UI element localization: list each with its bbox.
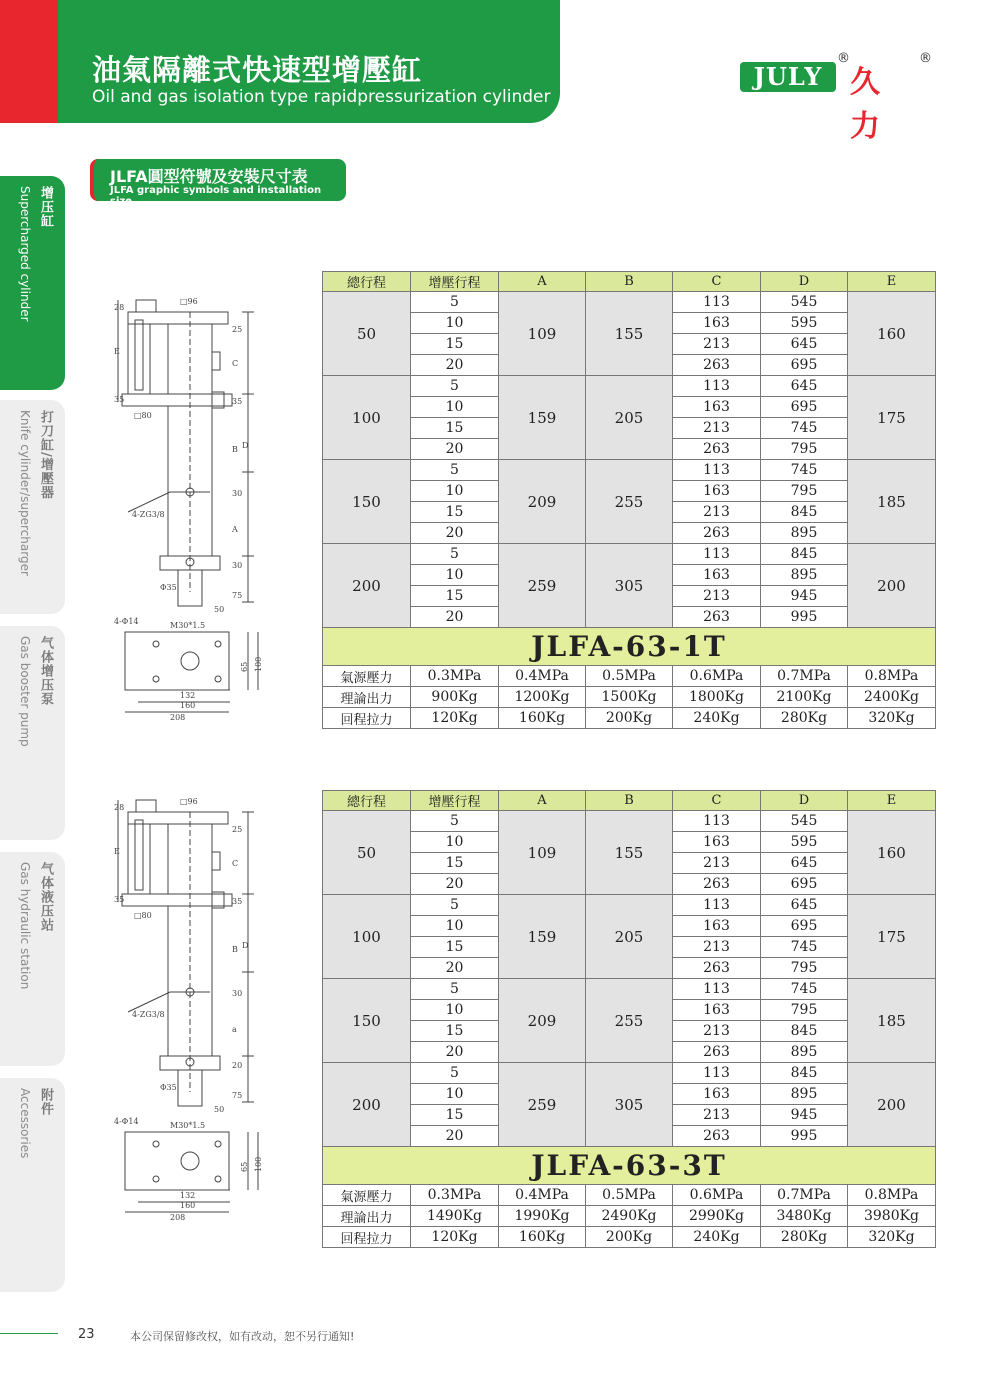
cell-d: 945: [761, 586, 848, 607]
cell-b: 255: [586, 460, 673, 544]
tab-label-cn: 气体液压站: [38, 862, 53, 932]
col-header-c: C: [673, 791, 761, 811]
cell-boost-stroke: 20: [411, 1126, 499, 1147]
perf-row-pressure: [323, 666, 936, 687]
col-header-d: D: [761, 791, 848, 811]
cell-d: 895: [761, 1042, 848, 1063]
tab-label-cn: 增压缸: [38, 186, 53, 228]
cell-boost-stroke: 20: [411, 607, 499, 628]
cell-b: 305: [586, 1063, 673, 1147]
col-header-b: B: [586, 272, 673, 292]
model-title: JLFA-63-1T: [323, 628, 936, 666]
perf-cell: 0.7MPa: [761, 1185, 848, 1206]
table-row: [323, 460, 936, 481]
cell-boost-stroke: 15: [411, 1021, 499, 1042]
page-title: 油氣隔離式快速型增壓缸: [92, 53, 423, 87]
dim-label: 25: [232, 825, 243, 834]
cell-d: 995: [761, 607, 848, 628]
cell-b: 205: [586, 895, 673, 979]
cell-boost-stroke: 10: [411, 565, 499, 586]
col-header-a: A: [499, 272, 586, 292]
spec-table-3t: [322, 790, 936, 1248]
cell-boost-stroke: 5: [411, 292, 499, 313]
cell-d: 645: [761, 853, 848, 874]
cell-d: 995: [761, 1126, 848, 1147]
cell-c: 263: [673, 1042, 761, 1063]
table-row: [323, 292, 936, 313]
col-header-total-stroke: 總行程: [323, 272, 411, 292]
cell-boost-stroke: 5: [411, 979, 499, 1000]
sidebar-tab-gas-hydraulic-station[interactable]: [0, 852, 65, 1066]
perf-cell: 0.5MPa: [586, 666, 673, 687]
logo-chinese: 久力: [850, 65, 883, 144]
dim-label: Φ35: [160, 583, 177, 592]
section-subtitle: JLFA graphic symbols and installation size: [110, 185, 322, 207]
perf-cell: 200Kg: [586, 1227, 673, 1248]
perf-cell: 280Kg: [761, 708, 848, 729]
cell-a: 259: [499, 1063, 586, 1147]
perf-cell: 160Kg: [499, 1227, 586, 1248]
cell-c: 163: [673, 313, 761, 334]
cell-boost-stroke: 5: [411, 895, 499, 916]
cell-d: 795: [761, 1000, 848, 1021]
tab-label-cn: 气体增压泵: [38, 636, 53, 706]
dim-label: C: [232, 859, 239, 868]
cell-boost-stroke: 10: [411, 832, 499, 853]
cell-c: 113: [673, 811, 761, 832]
spec-table-1t: [322, 271, 936, 729]
cell-b: 305: [586, 544, 673, 628]
cell-c: 213: [673, 418, 761, 439]
perf-cell: 1800Kg: [673, 687, 761, 708]
page-subtitle: Oil and gas isolation type rapidpressurization cylinder: [92, 87, 551, 107]
perf-label: 氣源壓力: [323, 666, 411, 687]
cell-c: 113: [673, 544, 761, 565]
col-header-boost-stroke: 增壓行程: [411, 272, 499, 292]
cell-b: 255: [586, 979, 673, 1063]
cell-c: 213: [673, 853, 761, 874]
dim-label: 75: [232, 591, 243, 600]
cell-boost-stroke: 5: [411, 811, 499, 832]
dim-label: □80: [134, 411, 152, 420]
cell-c: 163: [673, 397, 761, 418]
cell-c: 263: [673, 439, 761, 460]
dim-label: 28: [114, 803, 125, 812]
dim-label: 208: [170, 1213, 186, 1222]
tab-label-cn: 打刀缸/增壓器: [38, 410, 53, 500]
cell-d: 695: [761, 355, 848, 376]
perf-row-return: [323, 1227, 936, 1248]
cell-a: 109: [499, 811, 586, 895]
cell-total-stroke: 150: [323, 979, 411, 1063]
col-header-c: C: [673, 272, 761, 292]
dim-label: 30: [232, 989, 243, 998]
cell-total-stroke: 200: [323, 1063, 411, 1147]
page-number: 23: [78, 1327, 95, 1342]
perf-cell: 1990Kg: [499, 1206, 586, 1227]
sidebar-tab-knife-cylinder[interactable]: [0, 400, 65, 614]
dim-label: a: [232, 1025, 237, 1034]
perf-cell: 120Kg: [411, 1227, 499, 1248]
perf-label: 回程拉力: [323, 708, 411, 729]
perf-cell: 240Kg: [673, 708, 761, 729]
perf-cell: 0.6MPa: [673, 1185, 761, 1206]
perf-cell: 1490Kg: [411, 1206, 499, 1227]
perf-label: 理論出力: [323, 1206, 411, 1227]
cylinder-drawing: [108, 792, 278, 1222]
perf-cell: 0.3MPa: [411, 666, 499, 687]
cell-c: 213: [673, 1021, 761, 1042]
table-row: [323, 1063, 936, 1084]
cell-e: 185: [848, 460, 936, 544]
cell-d: 645: [761, 895, 848, 916]
cell-d: 695: [761, 874, 848, 895]
cell-boost-stroke: 15: [411, 334, 499, 355]
perf-cell: 120Kg: [411, 708, 499, 729]
cell-c: 213: [673, 502, 761, 523]
cell-c: 263: [673, 1126, 761, 1147]
cell-e: 185: [848, 979, 936, 1063]
cell-d: 745: [761, 460, 848, 481]
dim-label: 35: [114, 895, 125, 904]
cell-c: 163: [673, 832, 761, 853]
dim-label: B: [232, 945, 238, 954]
perf-cell: 0.4MPa: [499, 1185, 586, 1206]
cell-boost-stroke: 5: [411, 544, 499, 565]
cell-d: 895: [761, 523, 848, 544]
perf-cell: 0.8MPa: [848, 1185, 936, 1206]
perf-row-output: [323, 1206, 936, 1227]
cell-boost-stroke: 15: [411, 502, 499, 523]
cell-d: 545: [761, 292, 848, 313]
tab-label-en: Gas hydraulic station: [18, 862, 32, 990]
model-title-row: [323, 628, 936, 666]
col-header-a: A: [499, 791, 586, 811]
dim-label: D: [242, 941, 249, 950]
sidebar-tab-accessories[interactable]: [0, 1078, 65, 1292]
cell-a: 159: [499, 376, 586, 460]
cell-a: 109: [499, 292, 586, 376]
cell-c: 263: [673, 523, 761, 544]
perf-cell: 320Kg: [848, 1227, 936, 1248]
dim-label: E: [114, 847, 120, 856]
cell-boost-stroke: 5: [411, 1063, 499, 1084]
cell-d: 595: [761, 313, 848, 334]
cell-boost-stroke: 5: [411, 460, 499, 481]
dim-label: 4-ZG3/8: [132, 1010, 165, 1019]
dim-label: A: [232, 525, 238, 534]
cell-e: 200: [848, 544, 936, 628]
table-row: [323, 979, 936, 1000]
dim-label: C: [232, 359, 239, 368]
dim-label: □96: [180, 797, 198, 806]
cell-c: 213: [673, 334, 761, 355]
cell-boost-stroke: 15: [411, 1105, 499, 1126]
dim-label: 30: [232, 561, 243, 570]
cell-total-stroke: 100: [323, 376, 411, 460]
table-header-row: [323, 791, 936, 811]
cell-d: 645: [761, 334, 848, 355]
cell-boost-stroke: 10: [411, 313, 499, 334]
cell-d: 795: [761, 439, 848, 460]
dim-label: □80: [134, 911, 152, 920]
cell-b: 155: [586, 292, 673, 376]
cell-boost-stroke: 15: [411, 586, 499, 607]
tab-label-en: Gas booster pump: [18, 636, 32, 747]
perf-cell: 240Kg: [673, 1227, 761, 1248]
perf-cell: 0.5MPa: [586, 1185, 673, 1206]
cell-c: 263: [673, 874, 761, 895]
cell-d: 845: [761, 544, 848, 565]
perf-cell: 900Kg: [411, 687, 499, 708]
cell-d: 845: [761, 1021, 848, 1042]
cell-boost-stroke: 15: [411, 418, 499, 439]
cell-c: 113: [673, 1063, 761, 1084]
footer-divider: [0, 1333, 58, 1334]
cell-boost-stroke: 5: [411, 376, 499, 397]
cell-d: 945: [761, 1105, 848, 1126]
dim-label: B: [232, 445, 238, 454]
cell-c: 163: [673, 1084, 761, 1105]
perf-cell: 2100Kg: [761, 687, 848, 708]
cell-a: 159: [499, 895, 586, 979]
cell-d: 595: [761, 832, 848, 853]
table-header-row: [323, 272, 936, 292]
model-title: JLFA-63-3T: [323, 1147, 936, 1185]
cell-a: 209: [499, 979, 586, 1063]
cell-boost-stroke: 20: [411, 523, 499, 544]
cell-b: 205: [586, 376, 673, 460]
col-header-d: D: [761, 272, 848, 292]
perf-cell: 0.7MPa: [761, 666, 848, 687]
cell-a: 209: [499, 460, 586, 544]
col-header-e: E: [848, 791, 936, 811]
dim-label: E: [114, 347, 120, 356]
cell-c: 113: [673, 895, 761, 916]
perf-cell: 200Kg: [586, 708, 673, 729]
dim-label: 65: [240, 661, 249, 672]
perf-cell: 3980Kg: [848, 1206, 936, 1227]
dim-label: 132: [180, 691, 196, 700]
cell-a: 259: [499, 544, 586, 628]
dim-label: 208: [170, 713, 186, 722]
cell-c: 113: [673, 292, 761, 313]
col-header-b: B: [586, 791, 673, 811]
tab-label-cn: 附件: [38, 1088, 53, 1116]
cell-boost-stroke: 20: [411, 439, 499, 460]
cell-boost-stroke: 10: [411, 397, 499, 418]
cell-d: 845: [761, 1063, 848, 1084]
logo-july-badge: JULY: [740, 62, 836, 92]
dim-label: 30: [232, 489, 243, 498]
dim-label: Φ35: [160, 1083, 177, 1092]
dim-label: 132: [180, 1191, 196, 1200]
dim-label: 35: [232, 397, 243, 406]
cell-boost-stroke: 15: [411, 853, 499, 874]
dim-label: 50: [214, 1105, 225, 1114]
cell-d: 845: [761, 502, 848, 523]
perf-cell: 2990Kg: [673, 1206, 761, 1227]
cell-c: 263: [673, 355, 761, 376]
dim-label: 75: [232, 1091, 243, 1100]
cell-d: 695: [761, 397, 848, 418]
perf-row-pressure: [323, 1185, 936, 1206]
registered-mark: ®: [837, 51, 850, 66]
perf-label: 理論出力: [323, 687, 411, 708]
perf-label: 氣源壓力: [323, 1185, 411, 1206]
dim-label: 35: [114, 395, 125, 404]
dim-label: 65: [240, 1161, 249, 1172]
tab-label-en: Knife cylinder/supercharger: [18, 410, 32, 576]
perf-cell: 0.8MPa: [848, 666, 936, 687]
cell-d: 745: [761, 418, 848, 439]
cell-boost-stroke: 10: [411, 1084, 499, 1105]
perf-cell: 280Kg: [761, 1227, 848, 1248]
cell-boost-stroke: 10: [411, 481, 499, 502]
cell-c: 163: [673, 1000, 761, 1021]
cell-c: 113: [673, 979, 761, 1000]
cell-c: 113: [673, 460, 761, 481]
cell-d: 695: [761, 916, 848, 937]
dim-label: 50: [214, 605, 225, 614]
table-row: [323, 544, 936, 565]
dim-label: 4-Φ14: [114, 1117, 139, 1126]
dim-label: 28: [114, 303, 125, 312]
cell-d: 745: [761, 937, 848, 958]
dim-label: 35: [232, 897, 243, 906]
cell-e: 175: [848, 376, 936, 460]
perf-cell: 1500Kg: [586, 687, 673, 708]
sidebar-tab-supercharged-cylinder[interactable]: [0, 176, 65, 390]
perf-cell: 160Kg: [499, 708, 586, 729]
perf-cell: 0.3MPa: [411, 1185, 499, 1206]
header-red-bar: [0, 0, 60, 123]
perf-cell: 2400Kg: [848, 687, 936, 708]
cell-d: 745: [761, 979, 848, 1000]
cell-total-stroke: 50: [323, 292, 411, 376]
col-header-total-stroke: 總行程: [323, 791, 411, 811]
dim-label: M30*1.5: [170, 1121, 206, 1130]
cell-boost-stroke: 20: [411, 958, 499, 979]
tab-label-en: Supercharged cylinder: [18, 186, 32, 322]
dim-label: 160: [180, 701, 196, 710]
dim-label: 100: [254, 1156, 263, 1172]
section-title: JLFA圓型符號及安裝尺寸表: [110, 167, 308, 186]
perf-cell: 2490Kg: [586, 1206, 673, 1227]
perf-row-return: [323, 708, 936, 729]
dim-label: 25: [232, 325, 243, 334]
perf-cell: 3480Kg: [761, 1206, 848, 1227]
model-title-row: [323, 1147, 936, 1185]
cell-d: 895: [761, 1084, 848, 1105]
registered-mark: ®: [919, 51, 932, 66]
section-heading: [90, 159, 346, 207]
cell-boost-stroke: 20: [411, 355, 499, 376]
perf-label: 回程拉力: [323, 1227, 411, 1248]
cell-total-stroke: 100: [323, 895, 411, 979]
cell-boost-stroke: 20: [411, 874, 499, 895]
tab-label-en: Accessories: [18, 1088, 32, 1159]
cell-total-stroke: 50: [323, 811, 411, 895]
cell-c: 213: [673, 1105, 761, 1126]
cell-c: 163: [673, 565, 761, 586]
perf-cell: 0.4MPa: [499, 666, 586, 687]
dim-label: 100: [254, 656, 263, 672]
cell-d: 895: [761, 565, 848, 586]
perf-cell: 0.6MPa: [673, 666, 761, 687]
footer-notice: 本公司保留修改权，如有改动，恕不另行通知!: [130, 1330, 355, 1343]
cell-c: 163: [673, 481, 761, 502]
cell-d: 645: [761, 376, 848, 397]
sidebar-tab-gas-booster-pump[interactable]: [0, 626, 65, 840]
cell-e: 160: [848, 811, 936, 895]
dim-label: 160: [180, 1201, 196, 1210]
cylinder-drawing: [108, 292, 278, 722]
dim-label: D: [242, 441, 249, 450]
cell-c: 163: [673, 916, 761, 937]
cell-total-stroke: 150: [323, 460, 411, 544]
cell-boost-stroke: 10: [411, 1000, 499, 1021]
col-header-e: E: [848, 272, 936, 292]
dim-label: 4-ZG3/8: [132, 510, 165, 519]
perf-cell: 320Kg: [848, 708, 936, 729]
cell-e: 160: [848, 292, 936, 376]
col-header-boost-stroke: 增壓行程: [411, 791, 499, 811]
cell-c: 113: [673, 376, 761, 397]
dim-label: 4-Φ14: [114, 617, 139, 626]
cell-boost-stroke: 20: [411, 1042, 499, 1063]
perf-cell: 1200Kg: [499, 687, 586, 708]
cell-d: 545: [761, 811, 848, 832]
dim-label: □96: [180, 297, 198, 306]
table-row: [323, 895, 936, 916]
table-row: [323, 376, 936, 397]
cell-e: 200: [848, 1063, 936, 1147]
cell-e: 175: [848, 895, 936, 979]
cell-d: 795: [761, 958, 848, 979]
cell-d: 795: [761, 481, 848, 502]
cell-b: 155: [586, 811, 673, 895]
dim-label: 20: [232, 1061, 243, 1070]
perf-row-output: [323, 687, 936, 708]
cell-c: 213: [673, 586, 761, 607]
table-row: [323, 811, 936, 832]
cell-boost-stroke: 15: [411, 937, 499, 958]
cell-boost-stroke: 10: [411, 916, 499, 937]
cell-c: 263: [673, 607, 761, 628]
cell-total-stroke: 200: [323, 544, 411, 628]
dim-label: M30*1.5: [170, 621, 206, 630]
cell-c: 213: [673, 937, 761, 958]
cell-c: 263: [673, 958, 761, 979]
